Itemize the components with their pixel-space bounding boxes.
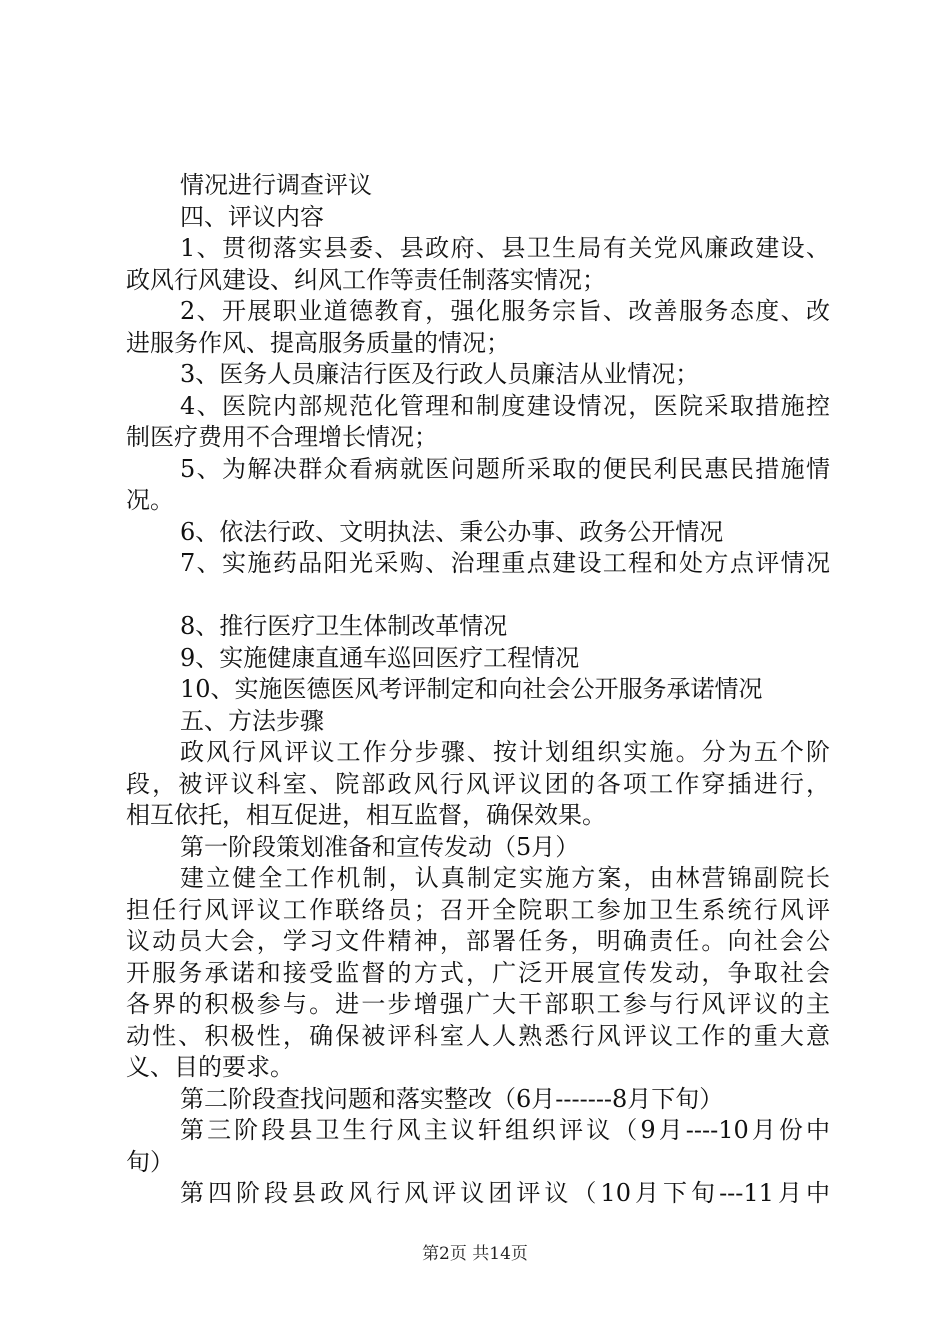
text-line: 段，被评议科室、院部政风行风评议团的各项工作穿插进行，: [126, 769, 830, 798]
text-line: 政风行风评议工作分步骤、按计划组织实施。分为五个阶: [180, 738, 830, 766]
text-line: 议动员大会，学习文件精神，部署任务，明确责任。向社会公: [126, 927, 830, 955]
text-line: 8、推行医疗卫生体制改革情况: [180, 612, 508, 640]
text-line: 7、实施药品阳光采购、治理重点建设工程和处方点评情况: [180, 549, 830, 577]
text-line: 况。: [126, 486, 174, 514]
text-line: 6、依法行政、文明执法、秉公办事、政务公开情况: [180, 517, 724, 546]
text-line: 情况进行调查评议: [180, 171, 372, 199]
text-line: 政风行风建设、纠风工作等责任制落实情况；: [126, 265, 606, 294]
text-line: 四、评议内容: [180, 202, 324, 231]
text-line: 2、开展职业道德教育，强化服务宗旨、改善服务态度、改: [180, 297, 830, 325]
text-line: 五、方法步骤: [180, 706, 324, 735]
text-line: 动性、积极性，确保被评科室人人熟悉行风评议工作的重大意: [126, 1021, 830, 1050]
text-line: 各界的积极参与。进一步增强广大干部职工参与行风评议的主: [126, 990, 830, 1018]
document-body: [126, 170, 830, 1210]
text-line: 9、实施健康直通车巡回医疗工程情况: [180, 643, 580, 672]
text-line: 4、医院内部规范化管理和制度建设情况，医院采取措施控: [180, 391, 830, 420]
text-line: 担任行风评议工作联络员；召开全院职工参加卫生系统行风评: [126, 895, 830, 924]
text-line: 1、贯彻落实县委、县政府、县卫生局有关党风廉政建设、: [180, 234, 830, 262]
text-line: 第三阶段县卫生行风主议轩组织评议（9月----10月份中: [180, 1116, 830, 1144]
text-line: [126, 580, 830, 612]
text-line: 3、医务人员廉洁行医及行政人员廉洁从业情况；: [180, 360, 700, 388]
page-footer: 第2页 共14页: [422, 1244, 528, 1264]
text-line: 第二阶段查找问题和落实整改（6月-------8月下旬）: [180, 1084, 724, 1113]
text-line: 10、实施医德医风考评制定和向社会公开服务承诺情况: [180, 675, 763, 703]
text-line: 进服务作风、提高服务质量的情况；: [126, 328, 510, 357]
text-line: 开服务承诺和接受监督的方式，广泛开展宣传发动，争取社会: [126, 958, 830, 987]
text-line: 义、目的要求。: [126, 1053, 294, 1081]
text-line: 5、为解决群众看病就医问题所采取的便民利民惠民措施情: [180, 454, 830, 483]
text-line: 相互依托，相互促进，相互监督，确保效果。: [126, 801, 606, 829]
text-line: 建立健全工作机制，认真制定实施方案，由林营锦副院长: [180, 864, 830, 892]
text-line: 第一阶段策划准备和宣传发动（5月）: [180, 832, 580, 861]
text-line: 制医疗费用不合理增长情况；: [126, 423, 438, 451]
text-line: 第四阶段县政风行风评议团评议（10月下旬---11月中: [180, 1179, 830, 1207]
text-line: 旬）: [126, 1147, 174, 1176]
